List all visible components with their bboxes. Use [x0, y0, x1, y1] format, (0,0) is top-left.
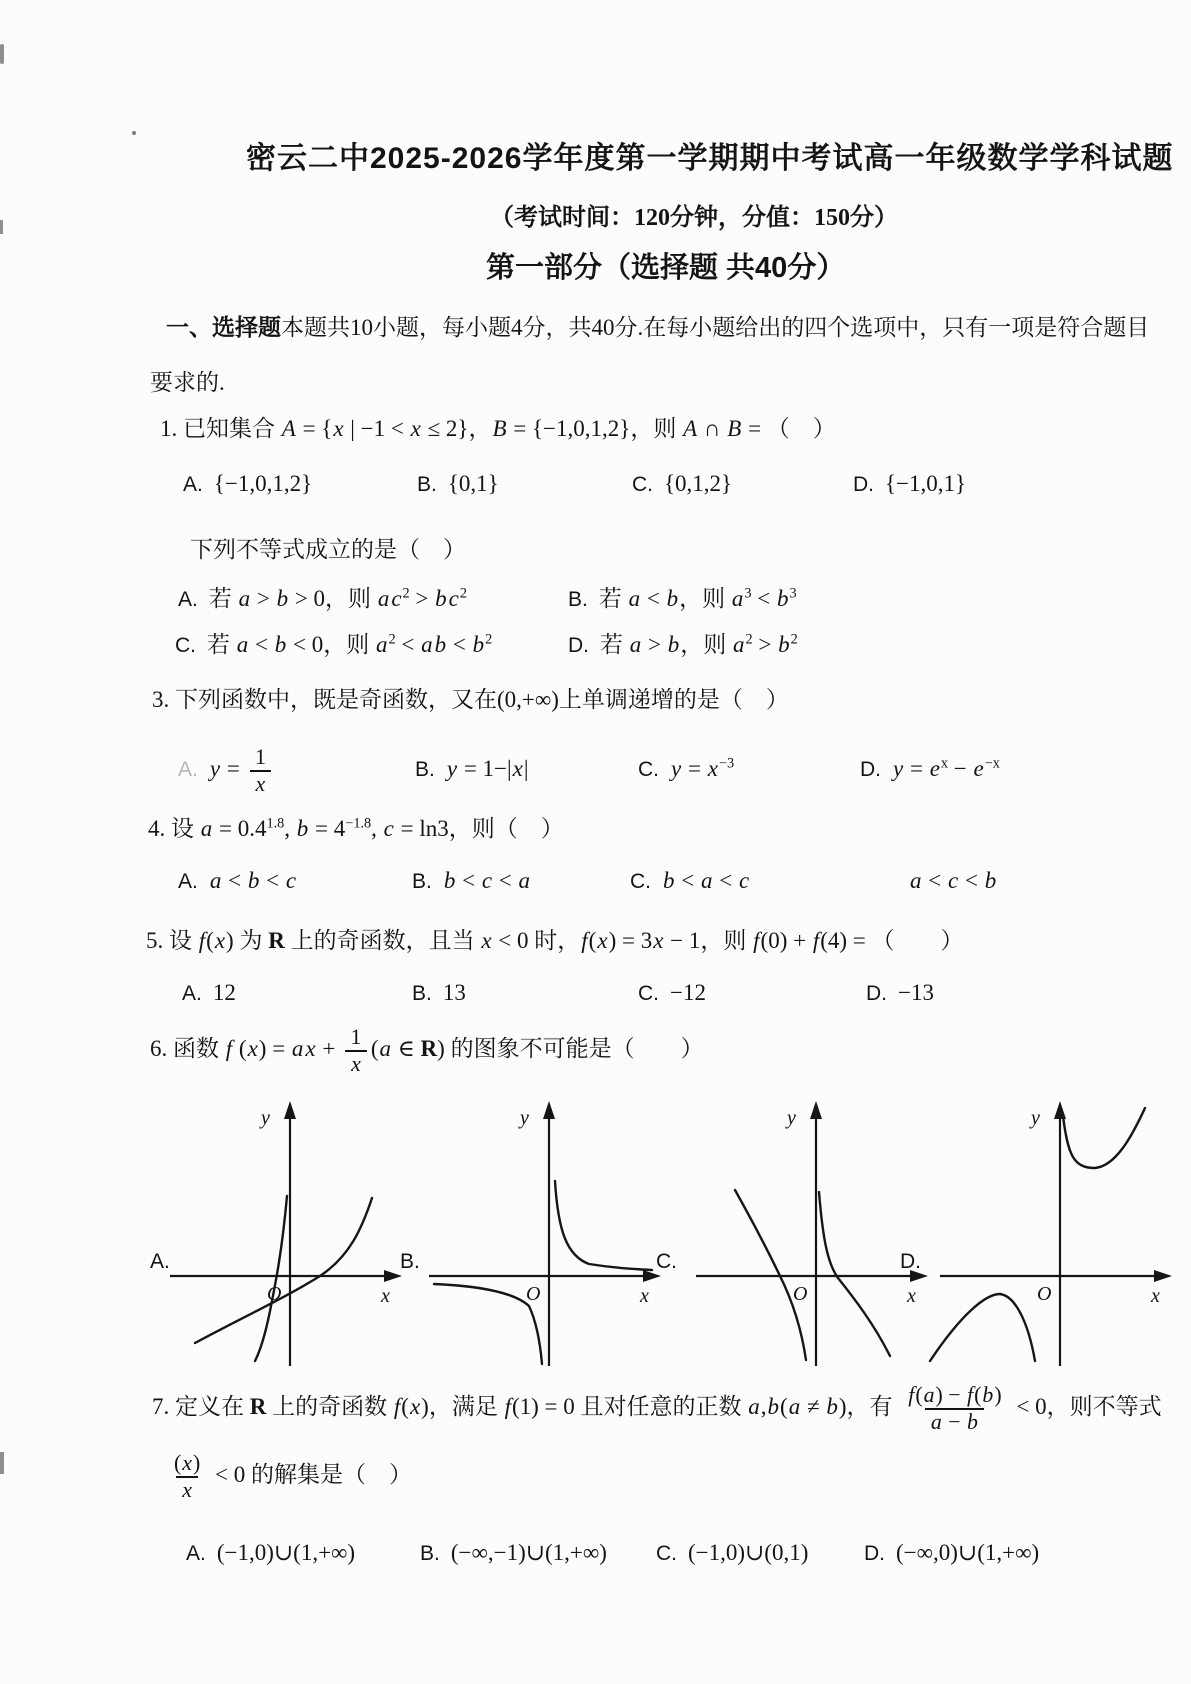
x-axis-label: x — [381, 1285, 390, 1307]
option-label: A. — [186, 1542, 206, 1565]
option-label: A. — [178, 870, 198, 893]
option-content: 若 a < b，则 $a^3 < b^3$ — [598, 585, 797, 611]
option-content: 若 a > b > 0，则 $ac^2 > bc^2$ — [208, 585, 467, 611]
question-4-options — [0, 868, 1191, 914]
option-1-a — [183, 471, 312, 497]
question-6-stem: 6. 函数 f (x) = ax + $\frac{1}{x}$ (a ∈ R) 的图象不可能是（ ） — [150, 1025, 704, 1076]
option-2-c — [175, 626, 492, 659]
question-1-stem: 1. 已知集合 A = {x | −1 < x ≤ 2}，B = {−1,0,1,2}，则 A ∩ B = （ ） — [160, 416, 836, 441]
question-3-stem: 3. 下列函数中，既是奇函数，又在(0,+∞)上单调递增的是（ ） — [152, 687, 789, 712]
origin-label: O — [267, 1283, 282, 1305]
option-content: 若 a > b，则 $a^2 > b^2$ — [600, 631, 798, 657]
option-1-c — [632, 471, 732, 497]
option-label: D. — [866, 982, 887, 1005]
instructions-line2: 要求的. — [150, 370, 225, 395]
option-content: {−1,0,1,2} — [213, 471, 313, 496]
question-7-options — [0, 1540, 1191, 1586]
option-1-b — [417, 471, 499, 497]
option-content: y = $\frac{1}{x}$ — [209, 756, 275, 781]
option-label: C. — [175, 634, 196, 657]
option-5-a — [182, 980, 236, 1006]
option-label: A. — [178, 758, 198, 782]
option-content: {−1,0,1} — [885, 471, 967, 496]
origin-label: O — [793, 1283, 808, 1305]
question-2-options-row1 — [0, 580, 1191, 626]
x-axis-label: x — [640, 1285, 649, 1307]
option-label: B. — [412, 870, 432, 893]
option-3-c — [638, 756, 734, 782]
question-6-figures — [0, 1098, 1191, 1398]
option-4-d — [898, 868, 997, 894]
option-5-d — [866, 980, 934, 1006]
figure-b-label: B. — [400, 1250, 420, 1273]
question-5-options — [0, 980, 1191, 1026]
y-axis-label: y — [520, 1107, 529, 1129]
option-label: D. — [853, 473, 874, 496]
y-axis-arrow — [543, 1101, 555, 1119]
page-title: 密云二中2025-2026学年度第一学期期中考试高一年级数学学科试题 — [246, 142, 1174, 175]
option-label: A. — [182, 982, 202, 1005]
y-axis-label: y — [787, 1107, 796, 1129]
option-label: D. — [860, 758, 881, 781]
option-label: A. — [183, 473, 203, 496]
question-1-options — [0, 471, 1191, 517]
option-content: {0,1,2} — [664, 471, 733, 496]
scan-artifact — [0, 44, 4, 64]
curve — [930, 1294, 1035, 1361]
y-axis-arrow — [810, 1101, 822, 1119]
option-2-a — [178, 580, 467, 613]
option-5-b — [412, 980, 466, 1006]
instructions-line1 — [166, 309, 1149, 342]
option-content: −12 — [670, 980, 706, 1005]
figure-a-graph — [155, 1098, 405, 1368]
question-4-stem: 4. 设 $a = 0.4^{1.8}$, $b = 4^{-1.8}$, c = ln3，则（ ） — [148, 815, 564, 841]
scan-artifact — [132, 131, 136, 135]
option-7-c — [656, 1540, 808, 1566]
option-content: (−1,0)∪(0,1) — [688, 1540, 809, 1565]
option-3-b — [415, 756, 528, 782]
option-label: A. — [178, 588, 198, 611]
scan-artifact — [0, 220, 3, 234]
figure-d-label: D. — [900, 1250, 921, 1273]
x-axis-arrow — [1154, 1270, 1172, 1282]
option-content: {0,1} — [447, 471, 499, 496]
option-2-d — [568, 626, 798, 659]
option-2-b — [568, 580, 797, 613]
option-label: C. — [632, 473, 653, 496]
curve — [555, 1181, 652, 1270]
option-4-c — [630, 868, 750, 894]
instructions-lead: 一、选择题 — [166, 315, 281, 340]
option-label: D. — [568, 634, 589, 657]
figure-c-graph — [681, 1098, 931, 1368]
curve — [255, 1196, 287, 1361]
option-label: C. — [638, 758, 659, 781]
question-7-stem-line2: $\frac{(x)}{x}$ < 0 的解集是（ ） — [174, 1451, 412, 1502]
option-7-d — [864, 1540, 1039, 1566]
curve — [819, 1192, 890, 1356]
option-content: (−1,0)∪(1,+∞) — [216, 1540, 356, 1565]
option-content: (−∞,−1)∪(1,+∞) — [450, 1540, 607, 1565]
option-content: −13 — [898, 980, 934, 1005]
option-3-a — [178, 746, 275, 796]
option-content: 若 a < b < 0，则 $a^2$ < ab < $b^2$ — [207, 631, 493, 657]
question-5-stem: 5. 设 f(x) 为 R 上的奇函数，且当 x < 0 时，f(x) = 3x − 1，则 f(0) + f(4) = （ ） — [146, 928, 964, 953]
option-4-b — [412, 868, 531, 894]
option-4-a — [178, 868, 297, 894]
option-content: b < c < a — [443, 868, 531, 893]
option-label: B. — [568, 588, 588, 611]
option-7-a — [186, 1540, 355, 1566]
option-label: C. — [638, 982, 659, 1005]
y-axis-arrow — [284, 1101, 296, 1119]
question-7-stem-line1: 7. 定义在 R 上的奇函数 f(x)，满足 f(1) = 0 且对任意的正数 a,b(a ≠ b)，有 $\frac{f(a) - f(b)}{a - b}$ < 0，则不等式 — [152, 1383, 1162, 1434]
option-label: B. — [417, 473, 437, 496]
x-axis-label: x — [1151, 1285, 1160, 1307]
option-content: b < a < c — [663, 868, 750, 893]
option-label: B. — [420, 1542, 440, 1565]
option-label: B. — [415, 758, 435, 781]
option-label: B. — [412, 982, 432, 1005]
option-label: D. — [864, 1542, 885, 1565]
scan-artifact — [0, 1452, 4, 1474]
x-axis-label: x — [907, 1285, 916, 1307]
question-2-stem: 下列不等式成立的是（ ） — [190, 537, 466, 562]
x-axis-arrow — [384, 1270, 402, 1282]
question-2-options-row2 — [0, 626, 1191, 672]
figure-a-label: A. — [150, 1250, 170, 1273]
origin-label: O — [1037, 1283, 1052, 1305]
y-axis-label: y — [1031, 1107, 1040, 1129]
figure-d-graph — [925, 1098, 1175, 1368]
instructions-rest: 本题共10小题，每小题4分，共40分.在每小题给出的四个选项中，只有一项是符合题目 — [281, 315, 1150, 340]
exam-meta: （考试时间：120分钟，分值：150分） — [490, 205, 898, 231]
option-content: y = 1−|x| — [446, 756, 529, 781]
option-content: a < c < b — [910, 868, 997, 893]
origin-label: O — [526, 1283, 541, 1305]
section-heading: 第一部分（选择题 共40分） — [486, 252, 846, 284]
option-content: $y = x^{-3}$ — [671, 755, 735, 781]
figure-c-label: C. — [656, 1250, 677, 1273]
y-axis-label: y — [261, 1107, 270, 1129]
option-content: (−∞,0)∪(1,+∞) — [896, 1540, 1040, 1565]
option-1-d — [853, 471, 966, 497]
option-content: a < b < c — [209, 868, 297, 893]
option-content: 12 — [212, 980, 236, 1005]
option-label: C. — [630, 870, 651, 893]
option-content: $y = e^x - e^{-x}$ — [893, 755, 1000, 781]
option-label: C. — [656, 1542, 677, 1565]
option-content: 13 — [442, 980, 466, 1005]
option-5-c — [638, 980, 706, 1006]
curve — [1063, 1108, 1145, 1168]
x-axis-arrow — [643, 1270, 661, 1282]
figure-b-graph — [414, 1098, 664, 1368]
option-7-b — [420, 1540, 607, 1566]
option-3-d — [860, 756, 1000, 782]
